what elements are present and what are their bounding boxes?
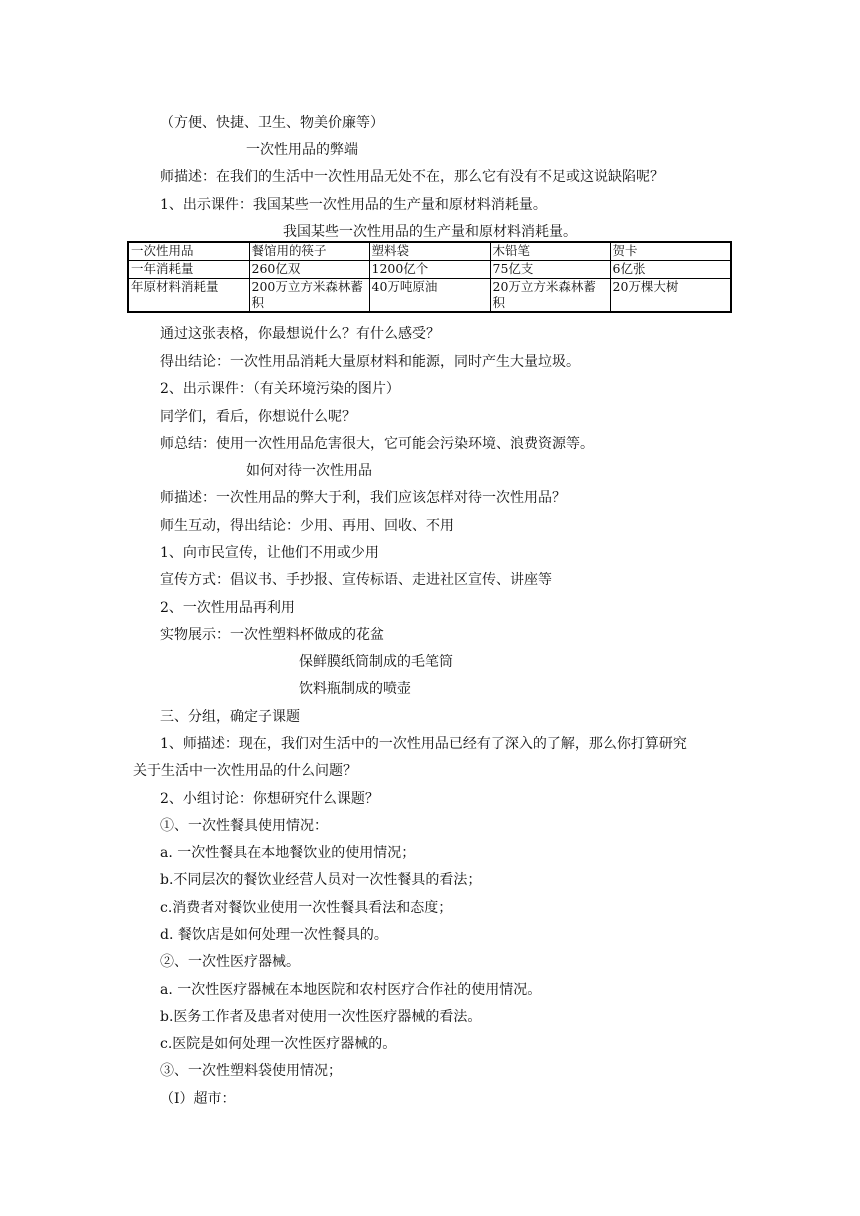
text-line: 师总结：使用一次性用品危害很大，它可能会污染环境、浪费资源等。 [160, 436, 594, 452]
text-line: ③、一次性塑料袋使用情况； [160, 1063, 342, 1079]
list-item: a. 一次性医疗器械在本地医院和农村医疗合作社的使用情况。 [160, 982, 542, 998]
text-line: 师描述：一次性用品的弊大于利，我们应该怎样对待一次性用品？ [160, 490, 566, 506]
text-line: 师描述：在我们的生活中一次性用品无处不在，那么它有没有不足或这说缺陷呢？ [160, 169, 664, 185]
section-heading: 如何对待一次性用品 [246, 463, 372, 479]
table-cell: 一年消耗量 [128, 261, 249, 279]
table-cell: 餐馆用的筷子 [249, 242, 369, 261]
text-line: 同学们，看后，你想说什么呢？ [160, 409, 356, 425]
table-title: 我国某些一次性用品的生产量和原材料消耗量。 [283, 224, 577, 240]
text-line: 饮料瓶制成的喷壶 [299, 681, 411, 697]
list-item: c.消费者对餐饮业使用一次性餐具看法和态度； [160, 900, 453, 916]
text-line: ①、一次性餐具使用情况： [160, 818, 328, 834]
table-cell: 塑料袋 [369, 242, 490, 261]
table-cell: 年原材料消耗量 [128, 279, 249, 313]
text-line: 宣传方式：倡议书、手抄报、宣传标语、走进社区宣传、讲座等 [160, 572, 552, 588]
table-cell: 40万吨原油 [369, 279, 490, 313]
table-cell: 20万立方米森林蓄积 [490, 279, 610, 313]
text-line: 2、小组讨论：你想研究什么课题？ [160, 791, 379, 807]
text-line: 1、向市民宣传，让他们不用或少用 [160, 545, 379, 561]
list-item: d. 餐饮店是如何处理一次性餐具的。 [160, 927, 388, 943]
text-line: 得出结论：一次性用品消耗大量原材料和能源，同时产生大量垃圾。 [160, 354, 580, 370]
section-heading: 三、分组，确定子课题 [160, 709, 300, 725]
text-line: 2、一次性用品再利用 [160, 600, 295, 616]
table-row [128, 261, 731, 279]
table-cell: 6亿张 [610, 261, 731, 279]
text-line: 2、出示课件：（有关环境污染的图片） [160, 381, 400, 397]
list-item: a. 一次性餐具在本地餐饮业的使用情况； [160, 845, 416, 861]
text-line: 实物展示：一次性塑料杯做成的花盆 [160, 627, 384, 643]
table-cell: 260亿双 [249, 261, 369, 279]
text-line: 关于生活中一次性用品的什么问题？ [133, 763, 357, 779]
text-line: 1、师描述：现在，我们对生活中的一次性用品已经有了深入的了解，那么你打算研究 [160, 736, 687, 752]
table-cell: 一次性用品 [128, 242, 249, 261]
table-cell: 贺卡 [610, 242, 731, 261]
list-item: b.医务工作者及患者对使用一次性医疗器械的看法。 [160, 1009, 482, 1025]
list-item: b.不同层次的餐饮业经营人员对一次性餐具的看法； [160, 872, 482, 888]
table-cell: 1200亿个 [369, 261, 490, 279]
section-heading: 一次性用品的弊端 [246, 142, 358, 158]
table-row [128, 279, 731, 313]
text-line: （Ⅰ）超市： [160, 1091, 236, 1107]
text-line: 通过这张表格，你最想说什么？有什么感受？ [160, 326, 440, 342]
text-line: 师生互动，得出结论：少用、再用、回收、不用 [160, 518, 454, 534]
consumption-table [127, 241, 732, 313]
table-cell: 200万立方米森林蓄积 [249, 279, 369, 313]
text-line: （方便、快捷、卫生、物美价廉等） [160, 115, 384, 131]
table-row [128, 242, 731, 261]
list-item: c.医院是如何处理一次性医疗器械的。 [160, 1036, 397, 1052]
text-line: 1、出示课件：我国某些一次性用品的生产量和原材料消耗量。 [160, 197, 547, 213]
text-line: ②、一次性医疗器械。 [160, 954, 300, 970]
table-cell: 木铅笔 [490, 242, 610, 261]
text-line: 保鲜膜纸筒制成的毛笔筒 [299, 654, 453, 670]
table-cell: 20万棵大树 [610, 279, 731, 313]
table-cell: 75亿支 [490, 261, 610, 279]
